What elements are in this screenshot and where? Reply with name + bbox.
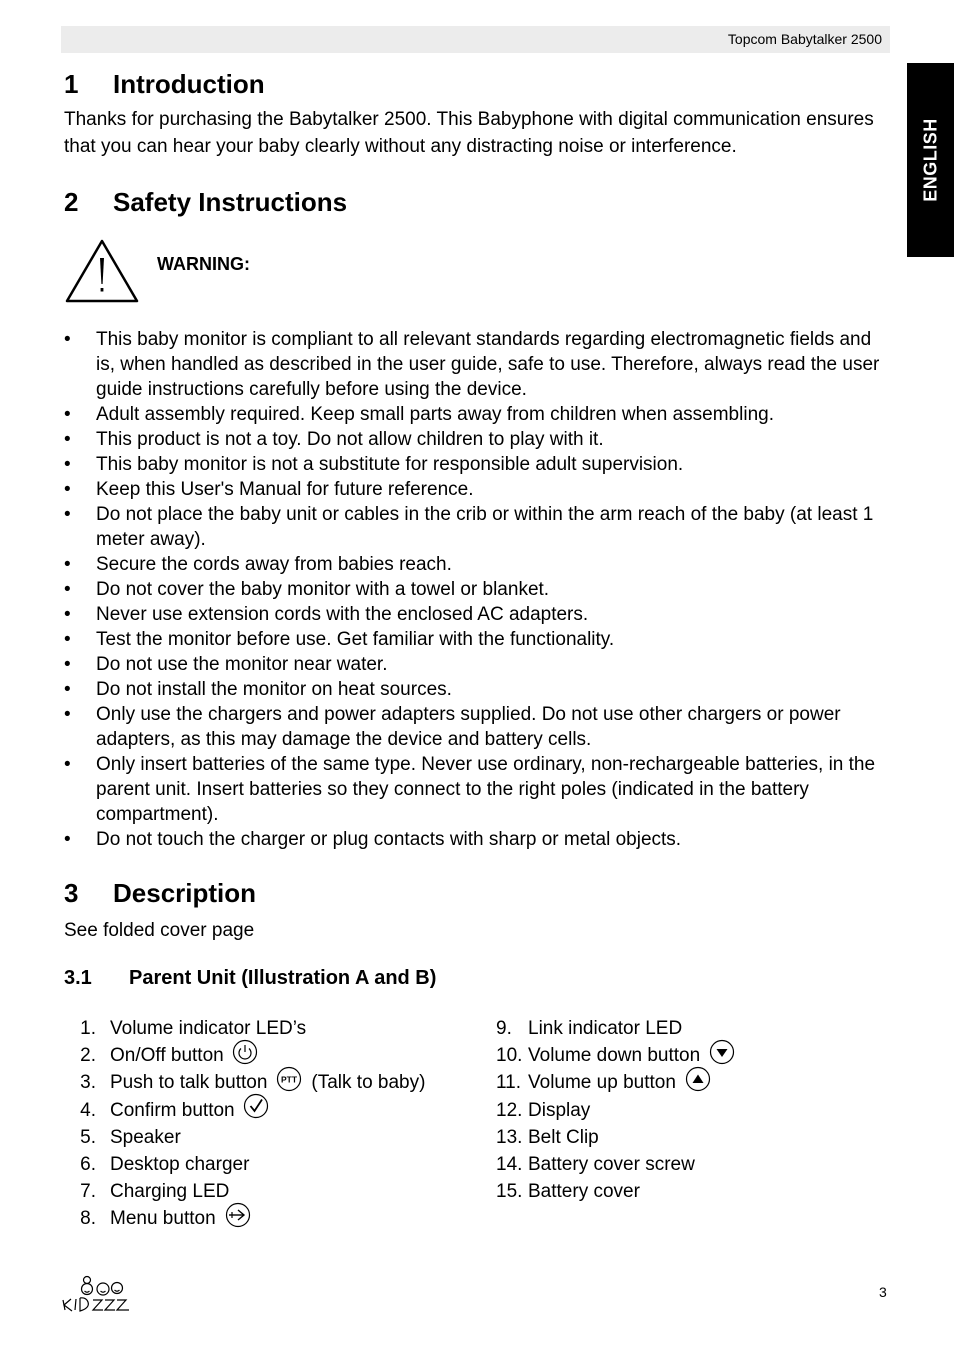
safety-item	[64, 427, 894, 452]
section-title: Safety Instructions	[113, 187, 348, 217]
safety-item-text: Test the monitor before use. Get familiar with the functionality.	[96, 629, 615, 650]
safety-item	[64, 327, 894, 402]
safety-item	[64, 752, 894, 827]
item-number: 8.	[80, 1208, 96, 1230]
safety-item	[64, 552, 894, 577]
section-number: 1	[64, 69, 79, 99]
section-description-heading	[64, 878, 256, 908]
item-number: 9.	[496, 1018, 512, 1039]
item-number: 13.	[496, 1126, 523, 1148]
parts-list-item	[78, 1042, 425, 1069]
triangle-up-icon	[684, 1066, 712, 1100]
section-number: 3	[64, 878, 79, 908]
section-safety-heading	[64, 187, 347, 217]
bullet: •	[64, 604, 71, 625]
item-number: 6.	[80, 1153, 96, 1175]
item-label: Push to talk button	[110, 1072, 268, 1094]
safety-item	[64, 502, 894, 552]
item-label: Menu button	[110, 1208, 216, 1230]
bullet: •	[64, 329, 71, 350]
item-label: Battery cover	[528, 1181, 640, 1203]
safety-item-text: Do not use the monitor near water.	[96, 654, 388, 675]
checkmark-icon	[243, 1093, 269, 1127]
bullet: •	[64, 829, 71, 850]
safety-item	[64, 827, 894, 852]
warning-label: WARNING:	[157, 254, 250, 274]
bullet: •	[64, 504, 71, 525]
safety-item-text: Only insert batteries of the same type. Never use ordinary, non-rechargeable batteries, in the parent unit. Insert batteries so they connect to the right poles (indicated in the battery compartment).	[96, 754, 876, 825]
subsection-title: Parent Unit (Illustration A and B)	[129, 967, 437, 989]
item-number: 11.	[496, 1072, 522, 1094]
item-label: Charging LED	[110, 1181, 230, 1203]
safety-item-text: Keep this User's Manual for future reference.	[96, 479, 474, 500]
bullet: •	[64, 654, 71, 675]
item-label: Belt Clip	[528, 1126, 599, 1148]
safety-item-text: Secure the cords away from babies reach.	[96, 554, 452, 575]
bullet: •	[64, 429, 71, 450]
bullet: •	[64, 404, 71, 425]
intro-paragraph: Thanks for purchasing the Babytalker 2500. This Babyphone with digital communication ensures that you can hear your baby clearly without any distracting noise or interference.	[64, 109, 874, 157]
bullet: •	[64, 679, 71, 700]
item-label: Volume down button	[528, 1045, 701, 1067]
subsection-number: 3.1	[64, 967, 92, 989]
section-title: Introduction	[113, 69, 265, 99]
safety-item	[64, 677, 894, 702]
safety-item	[64, 652, 894, 677]
parts-list-item	[78, 1124, 425, 1151]
safety-item-text: Do not touch the charger or plug contacts with sharp or metal objects.	[96, 829, 682, 850]
item-number: 12.	[496, 1099, 523, 1121]
safety-item	[64, 627, 894, 652]
safety-item-text: This product is not a toy. Do not allow children to play with it.	[96, 429, 604, 450]
safety-item-text: Do not place the baby unit or cables in the crib or within the arm reach of the baby (at least 1 meter away).	[96, 504, 874, 550]
section-number: 2	[64, 187, 79, 217]
safety-item	[64, 402, 894, 427]
safety-item-text: This baby monitor is compliant to all relevant standards regarding electromagnetic fields and is, when handled as described in the user guide, safe to use. Therefore, always read the user guide instructions carefully before using the device.	[96, 329, 880, 400]
safety-item-text: Do not install the monitor on heat sources.	[96, 679, 452, 700]
section-title: Description	[113, 878, 257, 908]
item-label: Desktop charger	[110, 1153, 250, 1175]
safety-item-text: Never use extension cords with the enclosed AC adapters.	[96, 604, 589, 625]
safety-item	[64, 452, 894, 477]
power-icon	[232, 1039, 258, 1073]
item-number: 10.	[496, 1045, 523, 1067]
safety-item	[64, 702, 894, 752]
item-label: Confirm button	[110, 1099, 235, 1121]
language-tab-label: ENGLISH	[920, 118, 940, 202]
section-intro-heading	[64, 69, 265, 99]
item-number: 2.	[80, 1045, 96, 1067]
page-number: 3	[879, 1284, 887, 1300]
item-number: 15.	[496, 1181, 523, 1203]
safety-item	[64, 577, 894, 602]
parts-list-left	[78, 1015, 425, 1233]
bullet: •	[64, 579, 71, 600]
item-label: Battery cover screw	[528, 1153, 695, 1175]
parts-list-item	[78, 1205, 425, 1232]
bullet: •	[64, 454, 71, 475]
kidzzz-logo	[60, 1274, 132, 1316]
item-number: 1.	[80, 1018, 96, 1039]
item-label-suffix: (Talk to baby)	[311, 1072, 426, 1094]
bullet: •	[64, 754, 71, 775]
bullet: •	[64, 629, 71, 650]
svg-text:PTT: PTT	[281, 1074, 298, 1085]
parts-list-item	[496, 1178, 736, 1205]
parts-list-item	[496, 1151, 736, 1178]
bullet: •	[64, 554, 71, 575]
item-number: 14.	[496, 1153, 523, 1175]
menu-arrow-icon	[224, 1202, 252, 1236]
parts-list-right	[496, 1015, 736, 1205]
warning-triangle-icon	[64, 238, 140, 304]
safety-item-text: This baby monitor is not a substitute for responsible adult supervision.	[96, 454, 684, 475]
safety-item	[64, 477, 894, 502]
description-paragraph: See folded cover page	[64, 920, 255, 941]
item-label: Speaker	[110, 1126, 181, 1148]
parts-list-item	[496, 1015, 736, 1042]
item-label: On/Off button	[110, 1045, 224, 1067]
safety-item-text: Adult assembly required. Keep small parts away from children when assembling.	[96, 404, 774, 425]
safety-item	[64, 602, 894, 627]
ptt-icon	[275, 1066, 303, 1100]
parts-list-item	[78, 1151, 425, 1178]
parts-list-item	[496, 1069, 736, 1096]
triangle-down-icon	[708, 1039, 736, 1073]
item-number: 7.	[80, 1181, 96, 1203]
item-number: 4.	[80, 1099, 96, 1121]
parts-list-item	[78, 1097, 425, 1124]
item-label: Display	[528, 1099, 591, 1121]
item-number: 5.	[80, 1126, 96, 1148]
language-tab	[907, 63, 954, 257]
parts-list-item	[496, 1097, 736, 1124]
item-label: Volume indicator LED’s	[110, 1018, 307, 1039]
parts-list-item	[78, 1178, 425, 1205]
bullet: •	[64, 704, 71, 725]
subsection-parent-unit-heading	[64, 966, 436, 990]
item-number: 3.	[80, 1072, 96, 1094]
header-product-name: Topcom Babytalker 2500	[727, 31, 882, 47]
item-label: Link indicator LED	[528, 1018, 683, 1039]
item-label: Volume up button	[528, 1072, 676, 1094]
parts-list-item	[496, 1124, 736, 1151]
safety-item-text: Only use the chargers and power adapters supplied. Do not use other chargers or power adapters, as this may damage the device and battery cells.	[96, 704, 841, 750]
safety-item-text: Do not cover the baby monitor with a towel or blanket.	[96, 579, 550, 600]
safety-instructions-list	[64, 327, 894, 852]
bullet: •	[64, 479, 71, 500]
page-header	[61, 26, 890, 53]
